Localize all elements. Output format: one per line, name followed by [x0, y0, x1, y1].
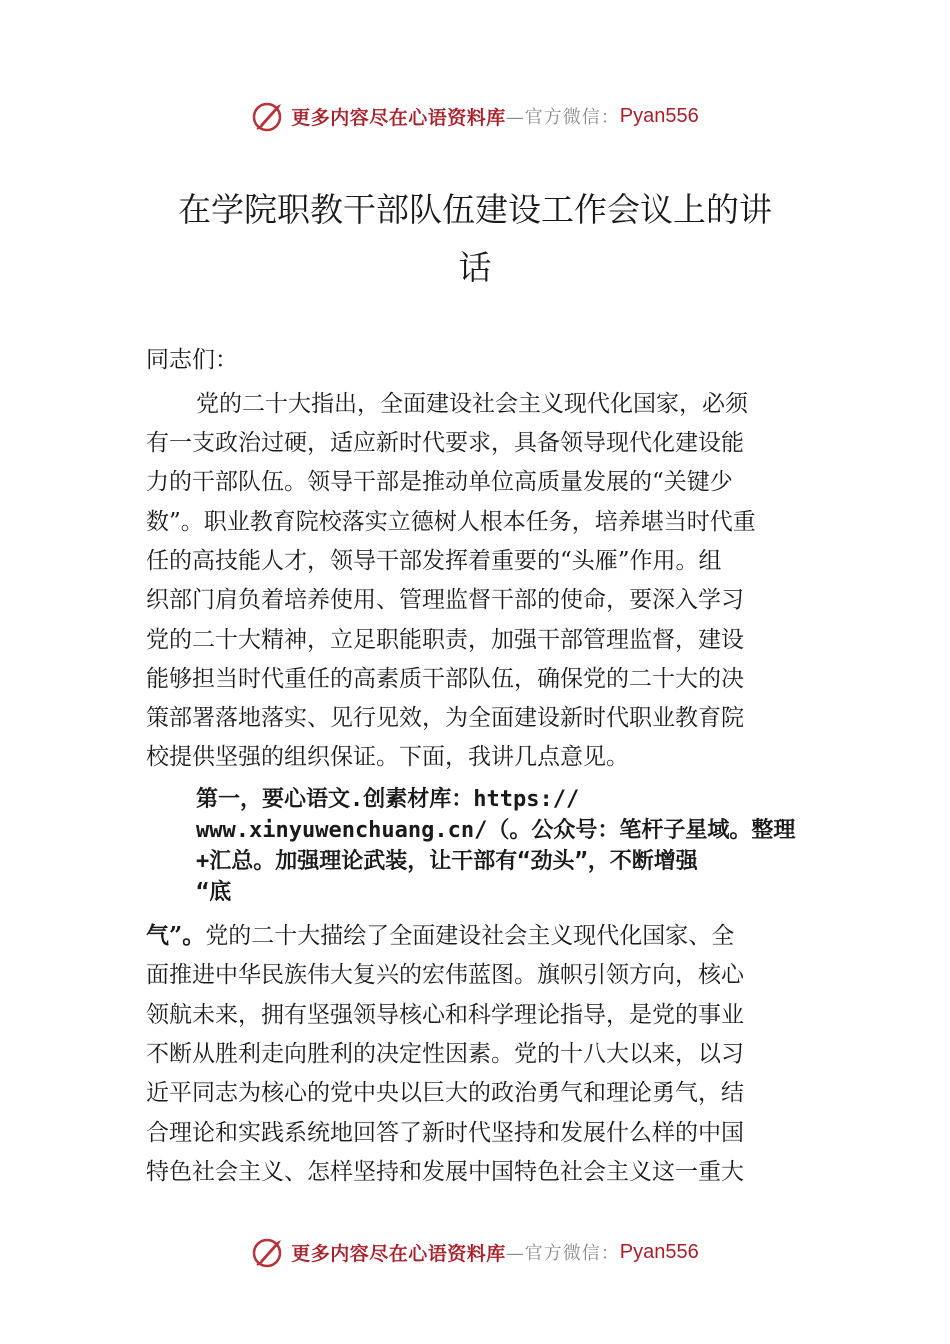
- paragraph-text: 党的二十大描绘了全面建设社会主义现代化国家、全: [205, 923, 735, 949]
- paragraph-line: 有一支政治过硬，适应新时代要求，具备领导现代化建设能: [146, 430, 744, 456]
- section-heading-line: +汇总。加强理论武装，让干部有“劲头”，不断增强: [196, 849, 698, 874]
- paragraph-line: 能够担当时代重任的高素质干部队伍，确保党的二十大的决: [146, 666, 744, 692]
- document-title-line-1: 在学院职教干部队伍建设工作会议上的讲: [178, 190, 772, 229]
- paragraph-line: 领航未来，拥有坚强领导核心和科学理论指导，是党的事业: [146, 1002, 744, 1028]
- paragraph-line: 策部署落地落实、见行见效，为全面建设新时代职业教育院: [146, 705, 744, 731]
- paragraph-line: 党的二十大精神，立足职能职责，加强干部管理监督，建设: [146, 627, 744, 653]
- footer-banner: [0, 1230, 950, 1274]
- banner-main-text: 更多内容尽在心语资料库: [291, 106, 506, 129]
- pen-logo-icon: [251, 1234, 287, 1270]
- paragraph-line: 合理论和实践系统地回答了新时代坚持和发展什么样的中国: [146, 1120, 744, 1146]
- section-heading-line: www.xinyuwenchuang.cn/（。公众号：笔杆子星域。整理: [196, 818, 796, 843]
- header-banner: [0, 94, 950, 138]
- banner-wechat-label: —官方微信：: [505, 1243, 620, 1264]
- paragraph-line: 不断从胜利走向胜利的决定性因素。党的十八大以来，以习: [146, 1041, 744, 1067]
- paragraph-line: 力的干部队伍。领导干部是推动单位高质量发展的“关键少: [146, 469, 733, 495]
- banner-wechat-id: Pyan556: [619, 1240, 699, 1263]
- paragraph-line: 特色社会主义、怎样坚持和发展中国特色社会主义这一重大: [146, 1159, 744, 1185]
- paragraph-line: 面推进中华民族伟大复兴的宏伟蓝图。旗帜引领方向，核心: [146, 962, 744, 988]
- paragraph-line: 任的高技能人才，领导干部发挥着重要的“头雁”作用。组: [146, 548, 722, 574]
- banner-main-text: 更多内容尽在心语资料库: [291, 1242, 506, 1265]
- paragraph-line: 校提供坚强的组织保证。下面，我讲几点意见。: [146, 744, 629, 770]
- section-heading-tail: 气”。: [146, 922, 206, 949]
- document-title-line-2: 话: [458, 248, 492, 287]
- banner-wechat-label: —官方微信：: [505, 107, 620, 128]
- paragraph-line: 数”。职业教育院校落实立德树人根本任务，培养堪当时代重: [146, 509, 756, 535]
- paragraph-line: [146, 916, 734, 956]
- pen-logo-icon: [251, 98, 287, 134]
- paragraph-line: 近平同志为核心的党中央以巨大的政治勇气和理论勇气，结: [146, 1080, 744, 1106]
- section-heading-line: “底: [196, 880, 232, 905]
- paragraph-line: 织部门肩负着培养使用、管理监督干部的使命，要深入学习: [146, 587, 744, 613]
- banner-wechat-id: Pyan556: [619, 104, 699, 127]
- section-heading-line: 第一，要心语文.创素材库：https://: [196, 787, 580, 812]
- paragraph-line: 党的二十大指出，全面建设社会主义现代化国家，必须: [196, 391, 748, 417]
- salutation: 同志们：: [146, 347, 238, 373]
